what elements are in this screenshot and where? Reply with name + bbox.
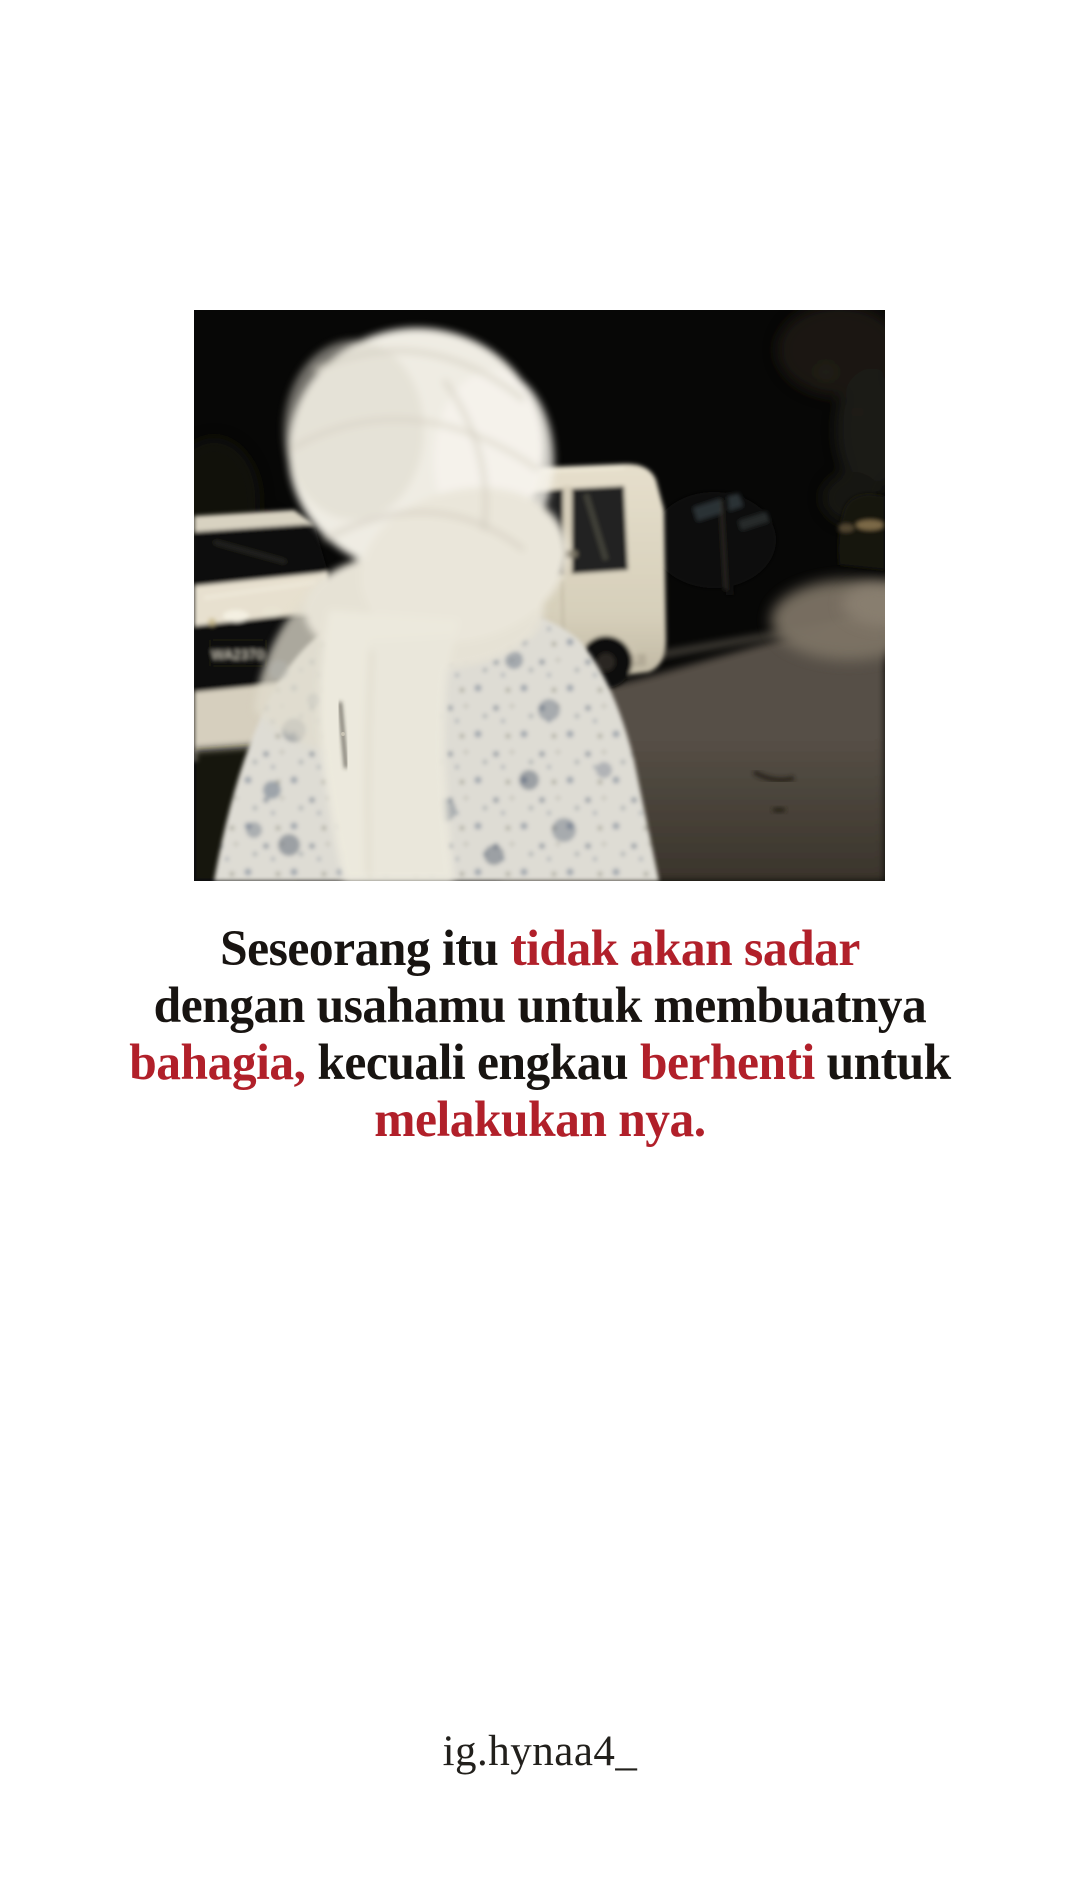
license-plate-text: WA2370 xyxy=(211,647,265,662)
quote-segment: berhenti xyxy=(639,1035,815,1091)
footer-handle: ig.hynaa4_ xyxy=(442,1728,638,1775)
shawl-tail xyxy=(362,635,452,881)
quote-line xyxy=(16,978,1064,1035)
quote-segment: bahagia, xyxy=(129,1035,306,1091)
photo-scene xyxy=(194,310,885,881)
quote-segment: tidak akan sadar xyxy=(510,921,860,977)
sedan-headlight xyxy=(223,610,249,622)
quote-segment: Seseorang itu xyxy=(220,921,511,977)
sedan-headlight xyxy=(262,607,282,617)
road-speck xyxy=(772,807,786,813)
headlight-glint xyxy=(856,520,884,530)
quote-segment: dengan usahamu untuk membuatnya xyxy=(153,978,927,1034)
quote-line xyxy=(16,1035,1064,1092)
quote-line xyxy=(16,1092,1064,1149)
quote-segment: melakukan nya. xyxy=(374,1092,706,1148)
quote-segment: untuk xyxy=(814,1035,951,1091)
photo xyxy=(194,310,885,881)
quote-text xyxy=(16,921,1064,1149)
pin-glint xyxy=(341,732,345,736)
quote-segment: kecuali engkau xyxy=(305,1035,640,1091)
quote-line xyxy=(16,921,1064,978)
